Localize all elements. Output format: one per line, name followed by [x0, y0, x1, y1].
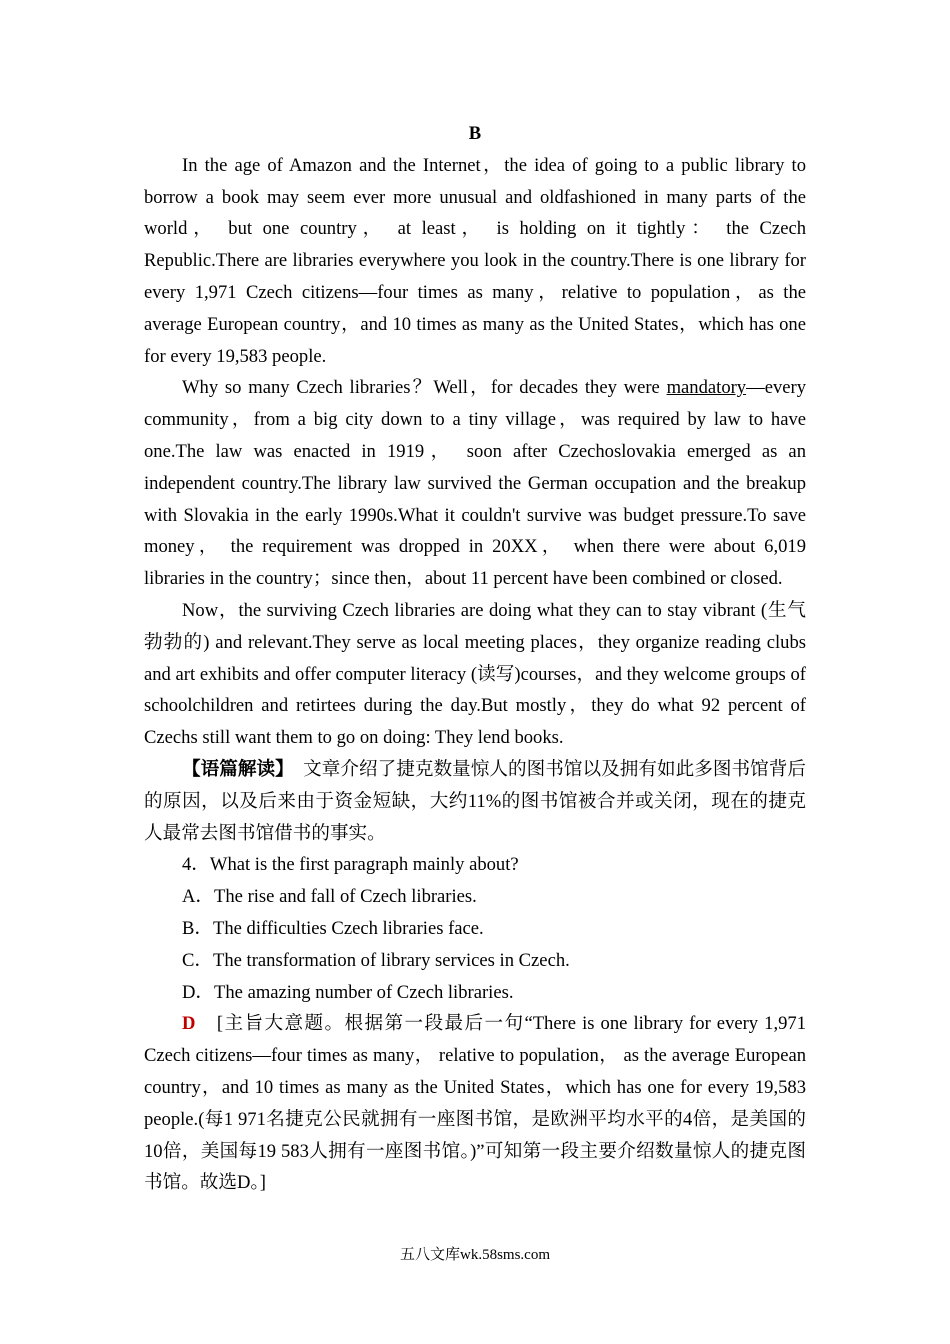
paragraph-3: Now，the surviving Czech libraries are doing what they can to stay vibrant (生气勃勃的) and relevant.They serve as local meeting places，they organize reading clubs and art exhibits and offer computer literacy (读写)courses，and they welcome groups of schoolchildren and retirtees during the day.But mostly，they do what 92 percent of Czechs still want them to go on doing: They lend books. [144, 599, 806, 749]
option-a: A．The rise and fall of Czech libraries. [182, 886, 477, 908]
paragraph-2-part-b: —every community，from a big city down to a tiny village，was required by law to have one.The law was enacted in 1919， soon after Czechoslovakia emerged as an independent country.The library law survived the German occupation and the breakup with Slovakia in the early 1990s.What it couldn't survive was budget pressure.To save money， the requirement was dropped in 20XX， when there were about 6,019 libraries in the country；since then，about 11 percent have been combined or closed. [144, 377, 806, 590]
option-c: C．The transformation of library services in Czech. [182, 949, 570, 971]
content-area [144, 118, 806, 1199]
paragraph-2 [144, 372, 806, 595]
answer-paragraph [144, 1008, 806, 1199]
paragraph-2-part-a: Why so many Czech libraries？Well，for decades they were [182, 377, 667, 399]
analysis-label: 【语篇解读】 [182, 758, 285, 780]
page-footer: 五八文库wk.58sms.com [399, 1247, 550, 1263]
section-title: B [468, 123, 482, 144]
underlined-word: mandatory [666, 377, 747, 399]
analysis-paragraph [144, 754, 806, 849]
option-b: B．The difficulties Czech libraries face. [182, 917, 484, 939]
paragraph-1: In the age of Amazon and the Internet，the idea of going to a public library to borrow a book may seem ever more unusual and oldfashioned in many parts of the world， but one country， at least， is holding on it tightly： the Czech Republic.There are libraries everywhere you look in the country.There is one library for every 1,971 Czech citizens—four times as many，relative to population，as the average European country，and 10 times as many as the United States，which has one for every 19,583 people. [144, 154, 806, 367]
answer-letter: D [182, 1013, 196, 1035]
analysis-text: 文章介绍了捷克数量惊人的图书馆以及拥有如此多图书馆背后的原因，以及后来由于资金短缺，大约11%的图书馆被合并或关闭，现在的捷克人最常去图书馆借书的事实。 [144, 758, 806, 844]
answer-explanation: [主旨大意题。根据第一段最后一句“There is one library for every 1,971 Czech citizens—four times as many， relative to population， as the average European country，and 10 times as many as the United States，which has one for every 19,583 people.(每1 971名捷克公民就拥有一座图书馆，是欧洲平均水平的4倍，是美国的10倍，美国每19 583人拥有一座图书馆。)”可知第一段主要介绍数量惊人的捷克图书馆。故选D。] [144, 1013, 806, 1194]
question-stem: 4．What is the first paragraph mainly about? [182, 854, 519, 876]
option-d: D．The amazing number of Czech libraries. [182, 981, 514, 1003]
